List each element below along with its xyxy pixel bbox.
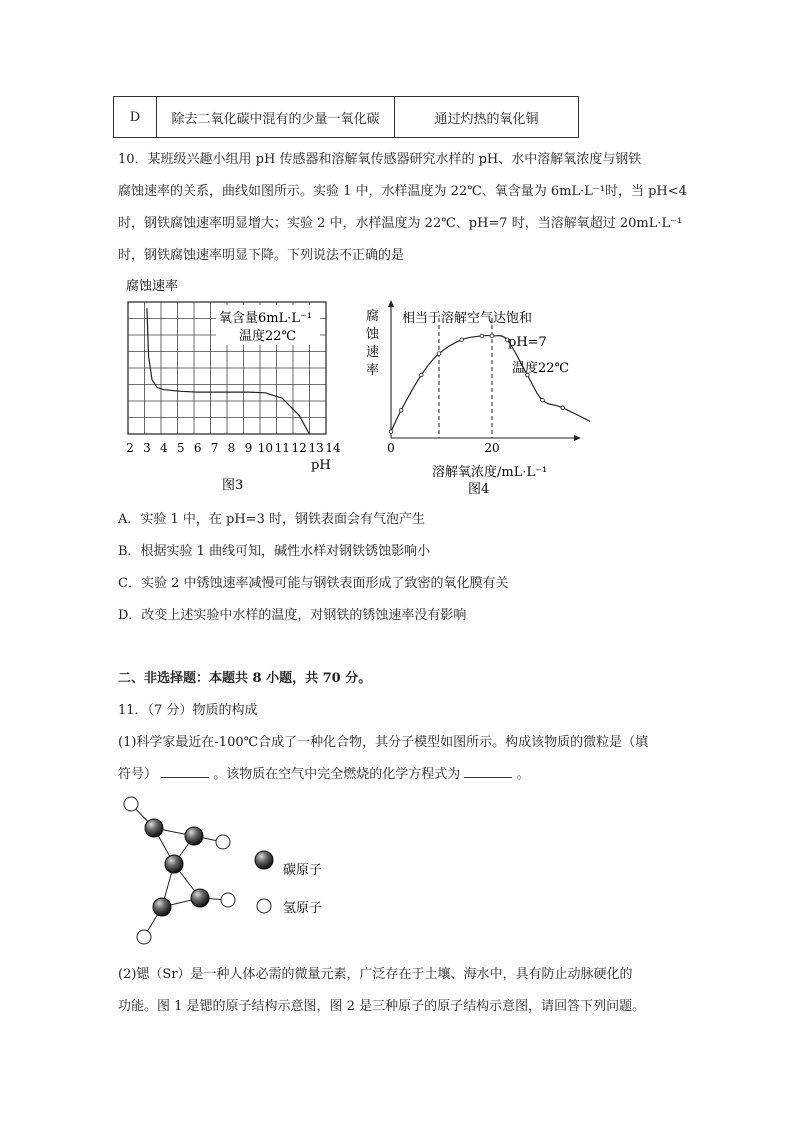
fig3-tick-label: 2	[126, 441, 134, 455]
carbon-atom	[145, 819, 163, 837]
carbon-atom	[153, 898, 171, 916]
fig3-tick-label: 3	[143, 441, 151, 455]
legend-carbon-label: 碳原子	[283, 863, 323, 878]
row-purpose: 除去二氧化碳中混有的少量一氧化碳	[157, 97, 395, 138]
q10-line-3: 时，钢铁腐蚀速率明显增大；实验 2 中，水样温度为 22℃、pH=7 时，当溶解氧超过 20mL·L⁻¹	[118, 216, 683, 231]
q11-part2-line2: 功能。图 1 是锶的原子结构示意图，图 2 是三种原子的原子结构示意图，请回答下列问题。	[118, 999, 646, 1014]
figure-4-chart	[360, 300, 590, 496]
q10-line-4: 时，钢铁腐蚀速率明显下降。下列说法不正确的是	[118, 248, 405, 263]
q10-line-1: 10．某班级兴趣小组用 pH 传感器和溶解氧传感器研究水样的 pH、水中溶解氧浓度与钢铁	[118, 152, 642, 167]
q10-option-a: A．实验 1 中，在 pH=3 时，钢铁表面会有气泡产生	[118, 512, 426, 527]
carbon-atom	[191, 889, 209, 907]
fig4-title: 图4	[468, 482, 490, 496]
fig4-ylabel-3: 速	[366, 345, 380, 360]
fig4-ylabel-1: 腐	[366, 309, 380, 324]
fig3-tick-label: 6	[193, 441, 202, 455]
q10-option-b: B．根据实验 1 曲线可知，碱性水样对钢铁锈蚀影响小	[118, 544, 431, 559]
fig3-title: 图3	[222, 478, 244, 493]
legend-carbon-atom	[255, 851, 273, 869]
q11-part1-text-c: 。	[516, 767, 530, 782]
fig4-ylabel-4: 率	[366, 363, 380, 378]
fig4-tick-labels	[387, 441, 499, 455]
fig3-legend-1: 氧含量6mL·L⁻¹	[219, 311, 313, 326]
hydrogen-atom	[221, 893, 235, 907]
q11-part1-text-b: 。该物质在空气中完全燃烧的化学方程式为	[213, 767, 461, 782]
fig4-data-point	[399, 408, 403, 412]
fig4-annotation-temp: 温度22℃	[512, 361, 570, 376]
option-table	[113, 96, 579, 138]
table-row	[114, 97, 579, 138]
fig4-data-point	[541, 398, 545, 402]
fig4-tick-label: 20	[484, 441, 500, 455]
fig4-annotation-saturation: 相当于溶解空气达饱和	[402, 311, 533, 326]
fig4-annotation-ph: pH=7	[508, 335, 547, 350]
carbon-atom	[185, 827, 203, 845]
q11-part2-line1: (2)锶（Sr）是一种人体必需的微量元素，广泛存在于土壤、海水中，具有防止动脉硬化的	[118, 967, 633, 982]
q11-part1-text-a: 符号）	[118, 767, 158, 782]
legend-hydrogen-label: 氢原子	[283, 901, 323, 916]
hydrogen-atom	[124, 797, 138, 811]
fig3-tick-label: 14	[325, 441, 341, 455]
fig4-ylabel	[366, 309, 380, 378]
fig3-tick-label: 10	[257, 441, 273, 455]
fig3-tick-label: 12	[291, 441, 307, 455]
fig4-data-point	[420, 373, 424, 377]
hydrogen-atom	[216, 835, 230, 849]
figure-3-chart	[118, 272, 358, 496]
fig4-y-arrow	[388, 300, 394, 307]
q11-title: 11．（7 分）物质的构成	[118, 703, 258, 718]
fig3-tick-label: 13	[308, 441, 324, 455]
fig4-data-point	[460, 338, 464, 342]
legend-hydrogen-atom	[257, 899, 271, 913]
fig4-tick-label: 0	[387, 441, 395, 455]
q11-part1-line2	[118, 763, 530, 782]
fig4-curve	[391, 335, 590, 431]
fig3-tick-label: 11	[274, 441, 290, 455]
section-2-title: 二、非选择题：本题共 8 小题，共 70 分。	[118, 671, 372, 686]
fig3-tick-label: 4	[160, 441, 168, 455]
fig4-data-point	[389, 430, 393, 434]
fig4-data-point	[490, 334, 494, 338]
molecule-model-figure	[118, 790, 358, 950]
q10-option-c: C．实验 2 中锈蚀速率减慢可能与钢铁表面形成了致密的氧化膜有关	[118, 576, 509, 591]
hydrogen-atom	[137, 930, 151, 944]
fig3-tick-label: 9	[244, 441, 253, 455]
fig3-tick-label: 7	[210, 441, 219, 455]
fig4-data-point	[480, 334, 484, 338]
q11-part1-line1: (1)科学家最近在-100℃合成了一种化合物，其分子模型如图所示。构成该物质的微粒是（填	[118, 735, 649, 750]
fig4-points	[389, 334, 590, 433]
carbon-atom	[165, 855, 183, 873]
fig4-data-point	[437, 352, 441, 356]
fig3-legend-2: 温度22℃	[239, 329, 297, 344]
fig4-data-point	[561, 406, 565, 410]
fig3-tick-label: 5	[176, 441, 185, 455]
fig4-ylabel-2: 蚀	[366, 327, 380, 342]
fig3-ylabel: 腐蚀速率	[126, 279, 179, 294]
fig4-x-arrow	[574, 435, 581, 441]
fig3-tick-label: 8	[227, 441, 236, 455]
row-method: 通过灼热的氧化铜	[395, 97, 579, 138]
q10-line-2: 腐蚀速率的关系，曲线如图所示。实验 1 中，水样温度为 22℃、氧含量为 6mL·L⁻¹时，当 pH<4	[118, 184, 687, 199]
fig3-tick-labels	[126, 441, 341, 455]
fig3-xlabel: pH	[311, 458, 331, 473]
q10-option-d: D．改变上述实验中水样的温度，对钢铁的锈蚀速率没有影响	[118, 608, 467, 623]
answer-blank-equation	[464, 764, 512, 778]
fig4-xlabel: 溶解氧浓度/mL·L⁻¹	[432, 465, 548, 480]
answer-blank-particle	[161, 764, 209, 778]
row-letter: D	[114, 97, 157, 138]
